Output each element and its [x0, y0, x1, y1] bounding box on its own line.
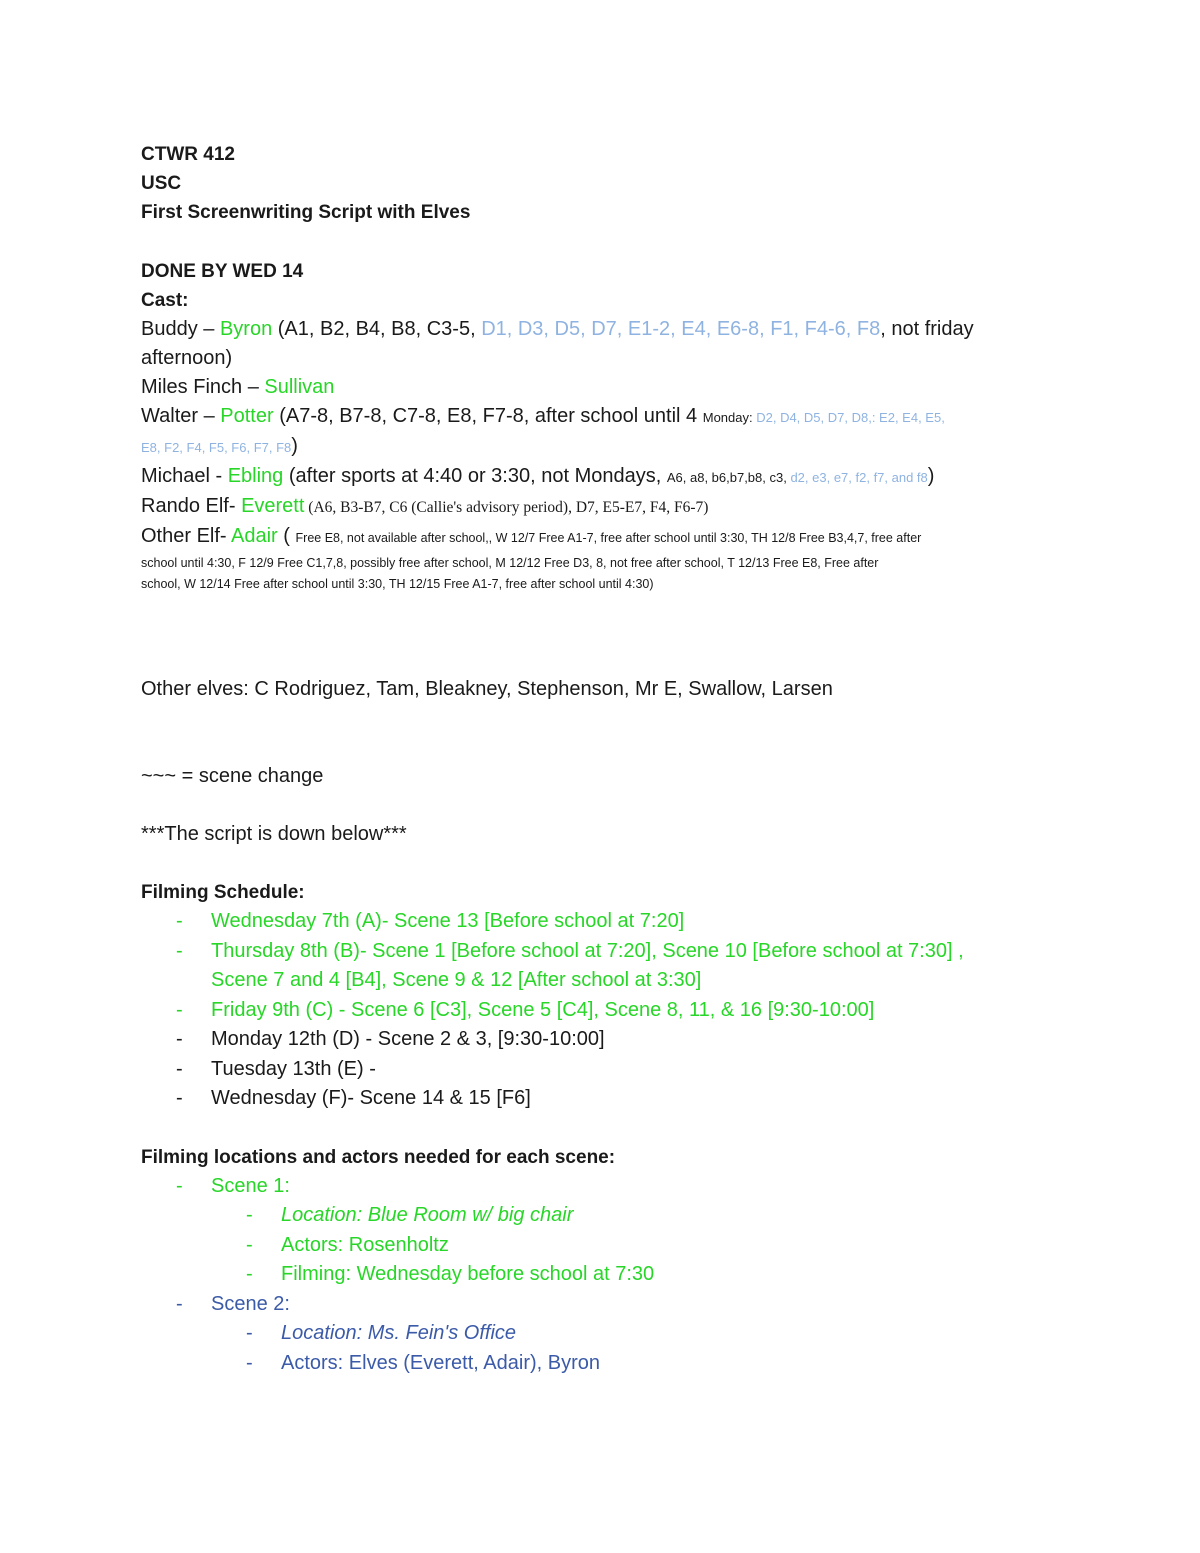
- cast-other-elf: Other Elf- Adair ( Free E8, not available after school,, W 12/7 Free A1-7, free after school until 3:30, TH 12/8 Free B3,4,7, free after: [141, 525, 922, 547]
- list-item: - Wednesday (F)- Scene 14 & 15 [F6]: [176, 1087, 531, 1109]
- scene-1-actors: - Actors: Rosenholtz: [246, 1233, 449, 1256]
- scene-1-item: - Scene 1: - Location: Blue Room w/ big chair - Actors: Rosenholtz - Filming: Wednesday before school at 7:30: [141, 1172, 1061, 1290]
- actor-potter: Potter: [220, 405, 274, 427]
- cast-heading: Cast:: [141, 290, 189, 311]
- scene-2-location: - Location: Ms. Fein's Office: [246, 1322, 517, 1344]
- actor-adair: Adair: [231, 525, 278, 547]
- scene-1-location: - Location: Blue Room w/ big chair: [246, 1204, 574, 1226]
- actor-everett: Everett: [241, 495, 305, 517]
- other-elves: Other elves: C Rodriguez, Tam, Bleakney, Stephenson, Mr E, Swallow, Larsen: [141, 678, 833, 700]
- list-item: - Tuesday 13th (E) -: [176, 1057, 376, 1080]
- list-item: - Thursday 8th (B)- Scene 1 [Before school at 7:20], Scene 10 [Before school at 7:30] , Scene 7 and 4 [B4], Scene 9 & 12 [After school at 3:30]: [176, 939, 964, 991]
- locations-heading: Filming locations and actors needed for each scene:: [141, 1146, 616, 1168]
- list-item: - Friday 9th (C) - Scene 6 [C3], Scene 5 [C4], Scene 8, 11, & 16 [9:30-10:00]: [176, 998, 875, 1021]
- locations-list: [141, 1172, 1061, 1379]
- cast-buddy-cont: afternoon): [141, 347, 233, 369]
- filming-schedule-heading: Filming Schedule:: [141, 882, 305, 903]
- list-item: - Wednesday 7th (A)- Scene 13 [Before school at 7:20]: [176, 910, 685, 932]
- filming-schedule-list: [141, 907, 1061, 1114]
- cast-walter-cont: E8, F2, F4, F5, F6, F7, F8): [141, 435, 298, 457]
- cast-other-elf-cont: school until 4:30, F 12/9 Free C1,7,8, possibly free after school, M 12/12 Free D3, 8, not free after school, T 12/13 Free E8, Free after school, W 12/14 Free after school until 3:30, TH 12/15 Free A1-7, free after school until 4:30): [141, 556, 879, 591]
- scene-change-legend: ~~~ = scene change: [141, 765, 324, 787]
- document-page: [141, 140, 1061, 1378]
- actor-byron: Byron: [219, 318, 273, 340]
- script-note: ***The script is down below***: [141, 823, 407, 845]
- course-code: CTWR 412: [141, 144, 235, 165]
- document-title: First Screenwriting Script with Elves: [141, 202, 471, 223]
- list-item: - Monday 12th (D) - Scene 2 & 3, [9:30-10:00]: [176, 1028, 605, 1050]
- actor-ebling: Ebling: [227, 465, 284, 487]
- cast-buddy: Buddy – Byron (A1, B2, B4, B8, C3-5, D1, D3, D5, D7, E1-2, E4, E6-8, F1, F4-6, F8, not friday: [141, 318, 974, 340]
- cast-rando-elf: Rando Elf- Everett (A6, B3-B7, C6 (Callie's advisory period), D7, E5-E7, F4, F6-7): [141, 495, 709, 517]
- scene-2-actors: - Actors: Elves (Everett, Adair), Byron: [246, 1351, 600, 1374]
- scene-2-item: - Scene 2: - Location: Ms. Fein's Office - Actors: Elves (Everett, Adair), Byron: [141, 1290, 1061, 1379]
- deadline: DONE BY WED 14: [141, 261, 304, 282]
- cast-miles: Miles Finch – Sullivan: [141, 376, 335, 398]
- school-name: USC: [141, 173, 182, 194]
- cast-michael: Michael - Ebling (after sports at 4:40 or 3:30, not Mondays, A6, a8, b6,b7,b8, c3, d2, e3, e7, f2, f7, and f8): [141, 465, 935, 487]
- cast-walter: Walter – Potter (A7-8, B7-8, C7-8, E8, F7-8, after school until 4 Monday: D2, D4, D5, D7, D8,: E2, E4, E5,: [141, 405, 945, 427]
- actor-sullivan: Sullivan: [264, 376, 335, 398]
- scene-1-filming: - Filming: Wednesday before school at 7:30: [246, 1263, 655, 1285]
